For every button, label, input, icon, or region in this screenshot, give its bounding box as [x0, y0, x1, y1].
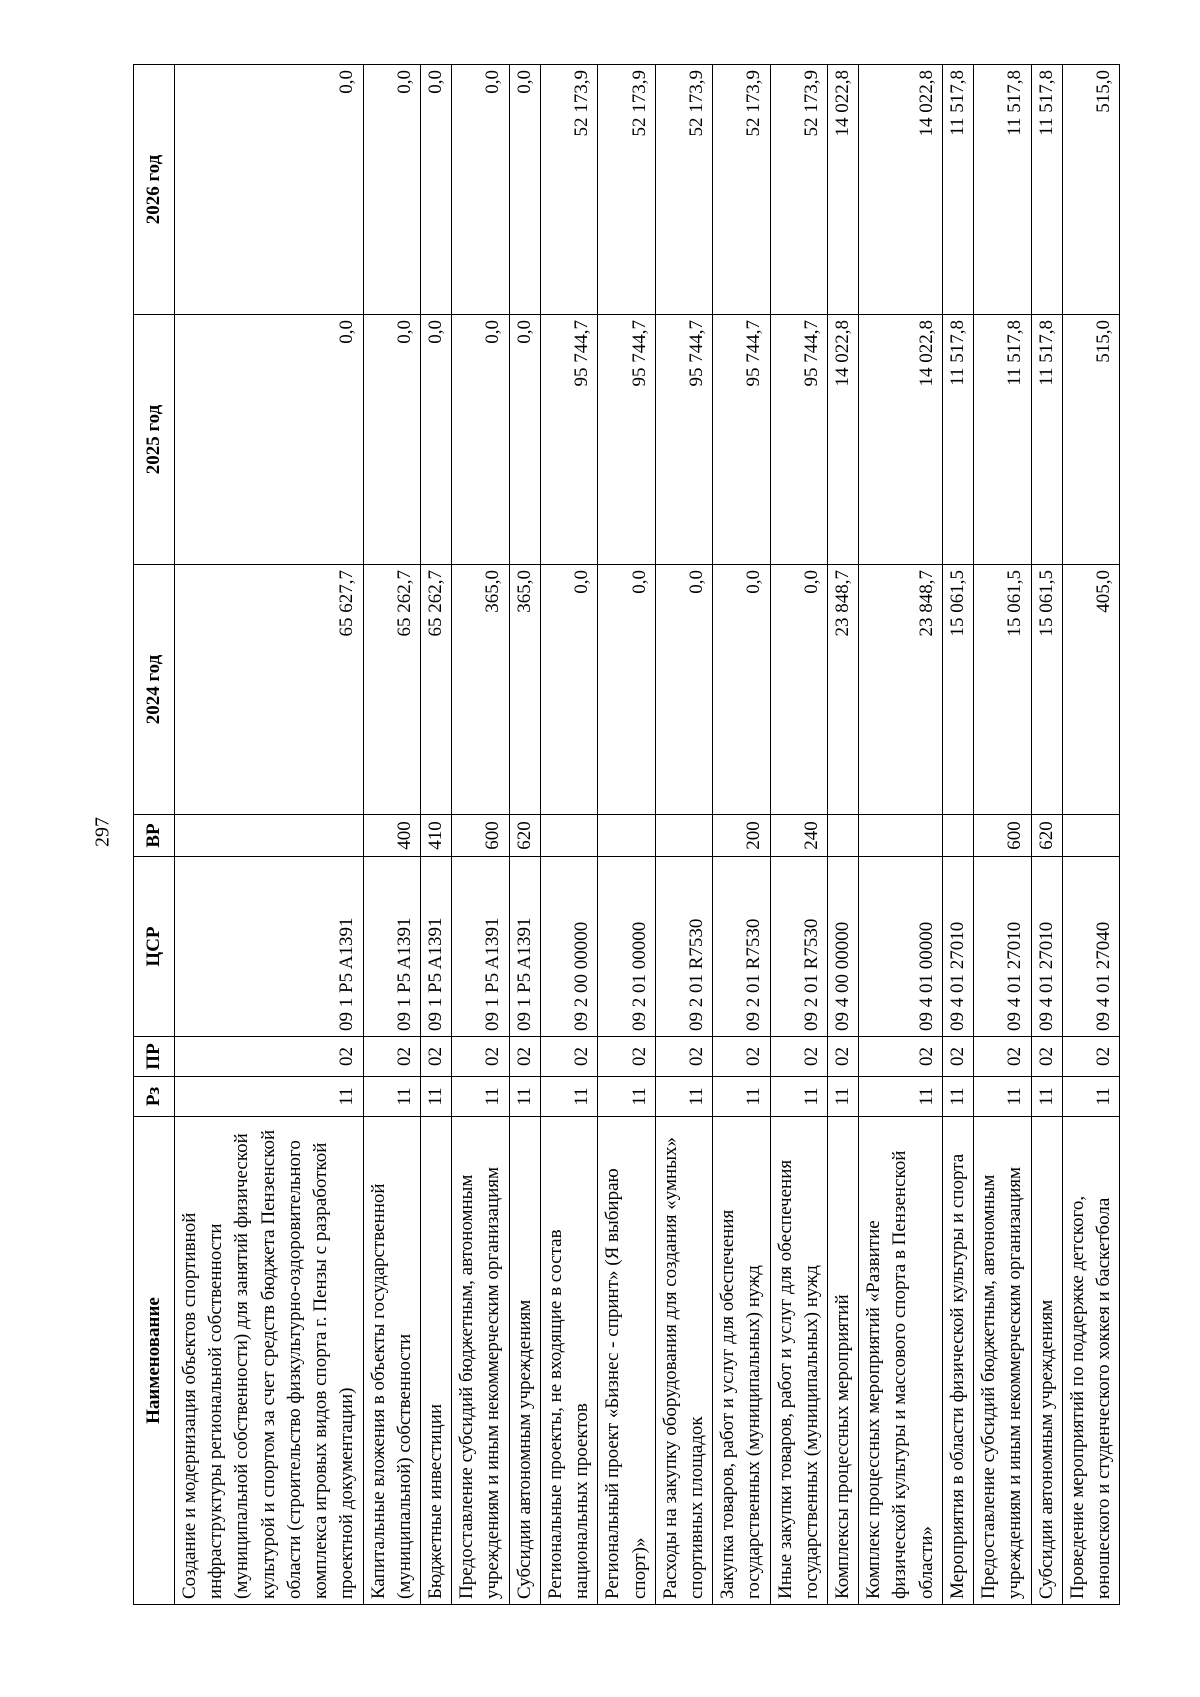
row-2026: 0,0	[420, 65, 451, 315]
row-vr: 410	[420, 815, 451, 857]
row-csr: 09 4 01 27010	[1031, 857, 1062, 1037]
row-2024: 365,0	[509, 565, 540, 815]
row-pr: 02	[540, 1037, 597, 1077]
row-pr: 02	[363, 1037, 420, 1077]
row-vr: 240	[770, 815, 827, 857]
row-2025: 95 744,7	[540, 315, 597, 565]
row-vr	[540, 815, 597, 857]
row-rz: 11	[1031, 1077, 1062, 1117]
row-2024: 23 848,7	[828, 565, 859, 815]
row-vr: 620	[509, 815, 540, 857]
row-name: Проведение мероприятий по поддержке детского, юношеского и студенческого хоккея и баскетбола	[1062, 1117, 1119, 1605]
row-vr: 620	[1031, 815, 1062, 857]
header-pr: ПР	[134, 1037, 175, 1077]
row-name: Региональные проекты, не входящие в состав национальных проектов	[540, 1117, 597, 1605]
row-2026: 11 517,8	[974, 65, 1031, 315]
row-csr: 09 2 01 00000	[598, 857, 655, 1037]
row-name: Комплекс процессных мероприятий «Развитие физической культуры и массового спорта в Пензенской области»	[859, 1117, 943, 1605]
row-csr: 09 4 01 27010	[942, 857, 973, 1037]
row-2026: 0,0	[509, 65, 540, 315]
row-csr: 09 2 00 00000	[540, 857, 597, 1037]
header-name: Наименование	[134, 1117, 175, 1605]
table-row	[175, 65, 364, 1605]
row-rz: 11	[175, 1077, 364, 1117]
row-name: Субсидии автономным учреждениям	[1031, 1117, 1062, 1605]
row-2024: 0,0	[655, 565, 712, 815]
row-pr: 02	[770, 1037, 827, 1077]
table-row	[655, 65, 712, 1605]
row-2024: 15 061,5	[974, 565, 1031, 815]
row-rz: 11	[452, 1077, 509, 1117]
row-rz: 11	[828, 1077, 859, 1117]
row-pr: 02	[509, 1037, 540, 1077]
row-rz: 11	[1062, 1077, 1119, 1117]
row-rz: 11	[363, 1077, 420, 1117]
row-vr: 600	[974, 815, 1031, 857]
row-csr: 09 1 P5 A1391	[175, 857, 364, 1037]
row-2024: 0,0	[540, 565, 597, 815]
row-name: Мероприятия в области физической культуры и спорта	[942, 1117, 973, 1605]
row-pr: 02	[974, 1037, 1031, 1077]
row-2024: 15 061,5	[1031, 565, 1062, 815]
row-name: Предоставление субсидий бюджетным, автономным учреждениям и иным некоммерческим организациям	[452, 1117, 509, 1605]
row-rz: 11	[540, 1077, 597, 1117]
row-2025: 95 744,7	[598, 315, 655, 565]
row-name: Субсидии автономным учреждениям	[509, 1117, 540, 1605]
row-2025: 95 744,7	[713, 315, 770, 565]
table-row	[859, 65, 943, 1605]
row-2025: 11 517,8	[1031, 315, 1062, 565]
row-pr: 02	[655, 1037, 712, 1077]
row-rz: 11	[598, 1077, 655, 1117]
row-rz: 11	[713, 1077, 770, 1117]
row-csr: 09 4 01 27040	[1062, 857, 1119, 1037]
row-pr: 02	[1031, 1037, 1062, 1077]
row-2025: 11 517,8	[974, 315, 1031, 565]
row-rz: 11	[974, 1077, 1031, 1117]
row-csr: 09 1 P5 A1391	[509, 857, 540, 1037]
row-2024: 0,0	[770, 565, 827, 815]
row-2026: 11 517,8	[942, 65, 973, 315]
row-2024: 65 262,7	[363, 565, 420, 815]
row-2025: 515,0	[1062, 315, 1119, 565]
row-name: Создание и модернизация объектов спортивной инфраструктуры региональной собственности (муниципальной собственности) для занятий физической культурой и спортом за счет средств бюджета Пензенской области (строительство физкультурно-оздоровительного комплекса игровых видов спорта г. Пензы с разработкой проектной документации)	[175, 1117, 364, 1605]
table-row	[540, 65, 597, 1605]
row-vr	[1062, 815, 1119, 857]
row-2025: 0,0	[452, 315, 509, 565]
table-row	[598, 65, 655, 1605]
row-csr: 09 1 P5 A1391	[452, 857, 509, 1037]
page-number: 297	[91, 817, 114, 847]
row-pr: 02	[713, 1037, 770, 1077]
table-row	[420, 65, 451, 1605]
row-pr: 02	[420, 1037, 451, 1077]
row-2026: 52 173,9	[655, 65, 712, 315]
row-2026: 52 173,9	[713, 65, 770, 315]
row-vr: 400	[363, 815, 420, 857]
row-2024: 405,0	[1062, 565, 1119, 815]
row-rz: 11	[942, 1077, 973, 1117]
row-2025: 95 744,7	[655, 315, 712, 565]
row-2025: 0,0	[175, 315, 364, 565]
header-row	[134, 65, 175, 1605]
header-csr: ЦСР	[134, 857, 175, 1037]
row-2025: 95 744,7	[770, 315, 827, 565]
budget-table-container	[133, 65, 1114, 1605]
row-2026: 0,0	[175, 65, 364, 315]
row-2026: 52 173,9	[770, 65, 827, 315]
row-vr	[655, 815, 712, 857]
row-vr: 200	[713, 815, 770, 857]
header-2026: 2026 год	[134, 65, 175, 315]
header-vr: ВР	[134, 815, 175, 857]
row-csr: 09 4 01 00000	[859, 857, 943, 1037]
row-pr: 02	[859, 1037, 943, 1077]
row-name: Комплексы процессных мероприятий	[828, 1117, 859, 1605]
row-2025: 14 022,8	[828, 315, 859, 565]
table-row	[713, 65, 770, 1605]
row-2025: 11 517,8	[942, 315, 973, 565]
row-vr	[828, 815, 859, 857]
row-pr: 02	[1062, 1037, 1119, 1077]
row-2025: 14 022,8	[859, 315, 943, 565]
row-csr: 09 2 01 R7530	[713, 857, 770, 1037]
row-name: Капитальные вложения в объекты государственной (муниципальной) собственности	[363, 1117, 420, 1605]
row-2024: 0,0	[713, 565, 770, 815]
row-2026: 0,0	[452, 65, 509, 315]
row-rz: 11	[770, 1077, 827, 1117]
row-rz: 11	[655, 1077, 712, 1117]
row-vr	[942, 815, 973, 857]
budget-table	[133, 64, 1120, 1605]
row-2026: 515,0	[1062, 65, 1119, 315]
table-row	[452, 65, 509, 1605]
row-rz: 11	[420, 1077, 451, 1117]
row-rz: 11	[509, 1077, 540, 1117]
row-name: Бюджетные инвестиции	[420, 1117, 451, 1605]
row-2025: 0,0	[420, 315, 451, 565]
row-2025: 0,0	[509, 315, 540, 565]
header-rz: Рз	[134, 1077, 175, 1117]
row-2025: 0,0	[363, 315, 420, 565]
row-2024: 65 262,7	[420, 565, 451, 815]
row-2026: 0,0	[363, 65, 420, 315]
row-vr	[859, 815, 943, 857]
row-name: Предоставление субсидий бюджетным, автономным учреждениям и иным некоммерческим организациям	[974, 1117, 1031, 1605]
row-name: Региональный проект «Бизнес - спринт» (Я выбираю спорт)»	[598, 1117, 655, 1605]
row-csr: 09 1 P5 A1391	[420, 857, 451, 1037]
row-csr: 09 2 01 R7530	[655, 857, 712, 1037]
row-csr: 09 4 01 27010	[974, 857, 1031, 1037]
header-2025: 2025 год	[134, 315, 175, 565]
row-name: Закупка товаров, работ и услуг для обеспечения государственных (муниципальных) нужд	[713, 1117, 770, 1605]
row-2024: 365,0	[452, 565, 509, 815]
table-row	[363, 65, 420, 1605]
row-vr: 600	[452, 815, 509, 857]
table-row	[770, 65, 827, 1605]
row-2026: 14 022,8	[859, 65, 943, 315]
row-2026: 14 022,8	[828, 65, 859, 315]
table-row	[1062, 65, 1119, 1605]
row-2026: 52 173,9	[540, 65, 597, 315]
row-pr: 02	[452, 1037, 509, 1077]
row-2026: 52 173,9	[598, 65, 655, 315]
table-row	[1031, 65, 1062, 1605]
table-row	[942, 65, 973, 1605]
row-rz: 11	[859, 1077, 943, 1117]
table-row	[974, 65, 1031, 1605]
row-csr: 09 1 P5 A1391	[363, 857, 420, 1037]
row-pr: 02	[175, 1037, 364, 1077]
table-row	[509, 65, 540, 1605]
row-pr: 02	[598, 1037, 655, 1077]
row-2026: 11 517,8	[1031, 65, 1062, 315]
row-2024: 23 848,7	[859, 565, 943, 815]
header-2024: 2024 год	[134, 565, 175, 815]
row-name: Иные закупки товаров, работ и услуг для обеспечения государственных (муниципальных) нужд	[770, 1117, 827, 1605]
row-csr: 09 4 00 00000	[828, 857, 859, 1037]
row-name: Расходы на закупку оборудования для создания «умных» спортивных площадок	[655, 1117, 712, 1605]
row-2024: 65 627,7	[175, 565, 364, 815]
row-pr: 02	[942, 1037, 973, 1077]
row-vr	[598, 815, 655, 857]
row-vr	[175, 815, 364, 857]
row-pr: 02	[828, 1037, 859, 1077]
row-csr: 09 2 01 R7530	[770, 857, 827, 1037]
table-row	[828, 65, 859, 1605]
row-2024: 15 061,5	[942, 565, 973, 815]
table-body	[175, 65, 1120, 1605]
row-2024: 0,0	[598, 565, 655, 815]
